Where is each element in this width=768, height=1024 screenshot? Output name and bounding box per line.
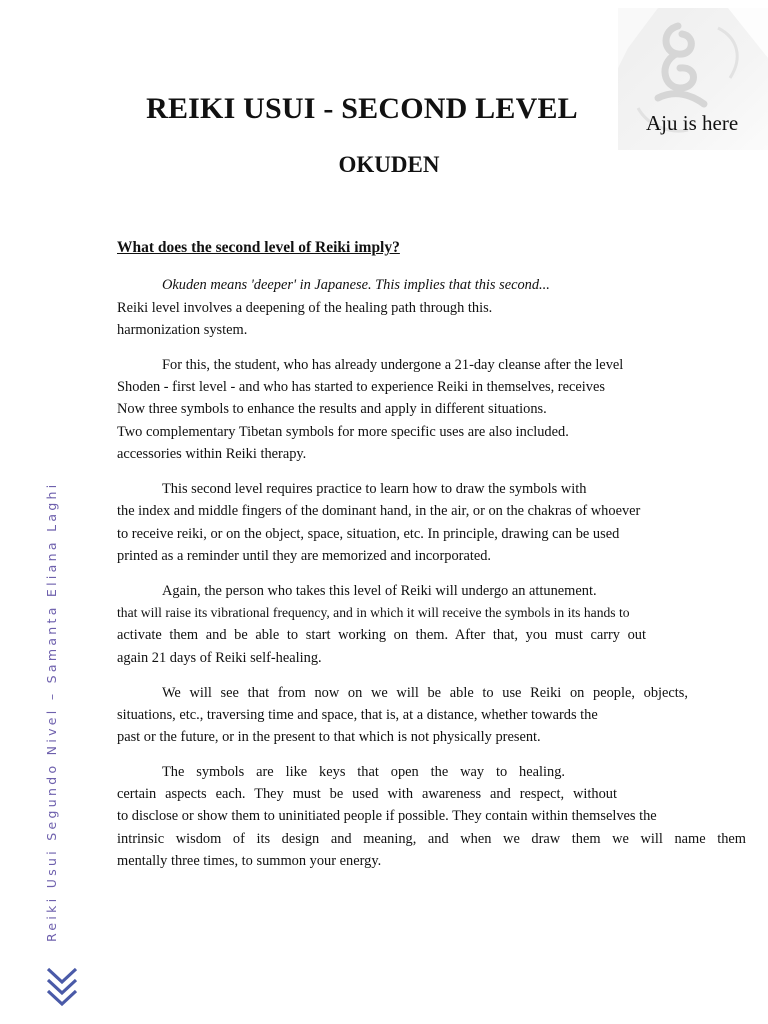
page-subtitle: OKUDEN [338, 152, 440, 177]
text-line: We will see that from now on we will be able to use Reiki on people, objects, [162, 685, 688, 701]
section-heading-text: What does the second level of Reiki imply? [117, 239, 400, 256]
text-line: Shoden - first level - and who has started to experience Reiki in themselves, receives [117, 379, 605, 395]
text-line: printed as a reminder until they are memorized and incorporated. [117, 548, 492, 564]
text-line: mentally three times, to summon your energy. [117, 853, 382, 869]
text-line: again 21 days of Reiki self-healing. [117, 650, 322, 666]
text-line: Now three symbols to enhance the results and apply in different situations. [117, 401, 547, 417]
chevrons-down-icon [45, 966, 79, 1017]
text-line: certain aspects each. They must be used with awareness and respect, without [117, 786, 617, 802]
text-line: intrinsic wisdom of its design and meaning, and when we draw them we will name them [117, 831, 746, 847]
text-line: situations, etc., traversing time and space, that is, at a distance, whether towards the [117, 707, 598, 723]
text-line: harmonization system. [117, 322, 248, 338]
text-line: Reiki level involves a deepening of the healing path through this. [117, 300, 493, 316]
corner-caption: Aju is here [646, 111, 739, 135]
text-line: Again, the person who takes this level of Reiki will undergo an attunement. [162, 583, 597, 599]
text-line: to disclose or show them to uninitiated people if possible. They contain within themselves the [117, 808, 657, 824]
text-line: The symbols are like keys that open the way to healing. [162, 764, 565, 780]
text-line: Okuden means 'deeper' in Japanese. This implies that this second... [162, 277, 550, 293]
side-footer-text: Reiki Usui Segundo Nivel – Samanta Eliana Laghi [44, 481, 59, 942]
text-line: accessories within Reiki therapy. [117, 446, 307, 462]
text-line: This second level requires practice to learn how to draw the symbols with [162, 481, 587, 497]
text-line: Two complementary Tibetan symbols for more specific uses are also included. [117, 424, 569, 440]
text-line: past or the future, or in the present to that which is not physically present. [117, 729, 541, 745]
text-line: the index and middle fingers of the dominant hand, in the air, or on the chakras of whoever [117, 503, 641, 519]
section-heading [117, 239, 400, 257]
page-title: REIKI USUI - SECOND LEVEL [146, 92, 578, 125]
text-line: that will raise its vibrational frequency, and in which it will receive the symbols in its hands to [117, 605, 630, 620]
text-line: For this, the student, who has already undergone a 21-day cleanse after the level [162, 357, 624, 373]
text-line: activate them and be able to start working on them. After that, you must carry out [117, 627, 646, 643]
text-line: to receive reiki, or on the object, space, situation, etc. In principle, drawing can be used [117, 526, 620, 542]
